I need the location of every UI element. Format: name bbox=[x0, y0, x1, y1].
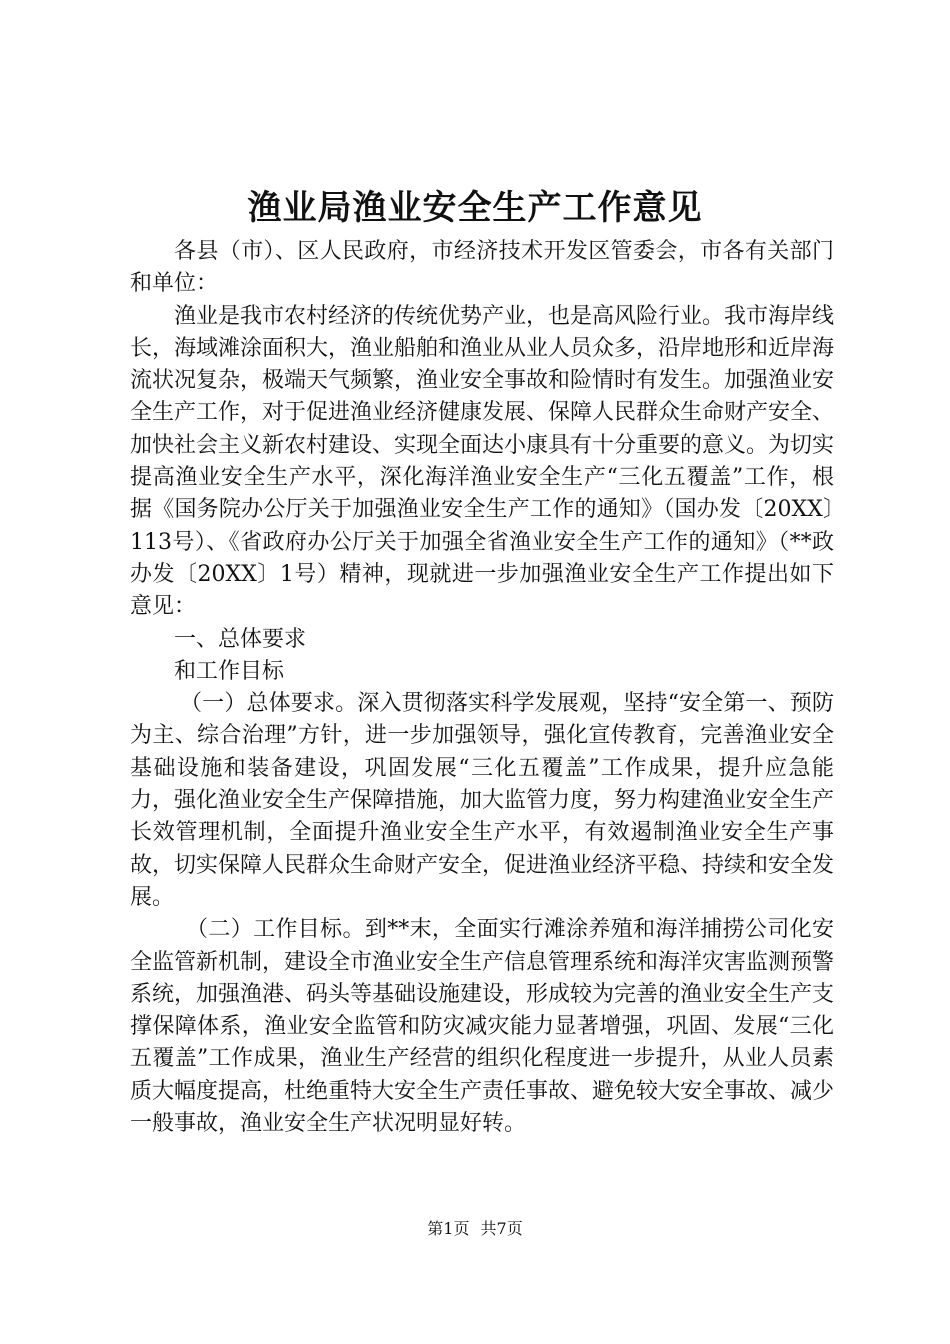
section-heading: 一、总体要求 bbox=[174, 626, 307, 652]
page-number-total: 共7页 bbox=[480, 1219, 523, 1238]
section-heading-continued: 和工作目标 bbox=[174, 658, 285, 684]
work-objectives-paragraph: （二）工作目标。到**末，全面实行滩涂养殖和海洋捕捞公司化安全监管新机制，建设全市渔业安全生产信息管理系统和海洋灾害监测预警系统，加强渔港、码头等基础设施建设，形成较为完善的渔业安全生产支撑保障体系，渔业安全监管和防灾减灾能力显著增强，巩固、发展“三化五覆盖”工作成果，渔业生产经营的组织化程度进一步提升，从业人员素质大幅度提高，杜绝重特大安全生产责任事故、避免较大安全事故、减少一般事故，渔业安全生产状况明显好转。 bbox=[130, 917, 835, 1137]
intro-paragraph: 渔业是我市农村经济的传统优势产业，也是高风险行业。我市海岸线长，海域滩涂面积大，渔业船舶和渔业从业人员众多，沿岸地形和近岸海流状况复杂，极端天气频繁，渔业安全事故和险情时有发生。加强渔业安全生产工作，对于促进渔业经济健康发展、保障人民群众生命财产安全、加快社会主义新农村建设、实现全面达小康具有十分重要的意义。为切实提高渔业安全生产水平，深化海洋渔业安全生产“三化五覆盖”工作，根据《国务院办公厅关于加强渔业安全生产工作的通知》（国办发〔20XX〕113号）、《省政府办公厅关于加强全省渔业安全生产工作的通知》（**政办发〔20XX〕1号）精神，现就进一步加强渔业安全生产工作提出如下意见： bbox=[130, 303, 835, 620]
page-footer bbox=[0, 1218, 950, 1240]
general-requirements-paragraph: （一）总体要求。深入贯彻落实科学发展观，坚持“安全第一、预防为主、综合治理”方针，进一步加强领导，强化宣传教育，完善渔业安全基础设施和装备建设，巩固发展“三化五覆盖”工作成果，提升应急能力，强化渔业安全生产保障措施，加大监管力度，努力构建渔业安全生产长效管理机制，全面提升渔业安全生产水平，有效遏制渔业安全生产事故，切实保障人民群众生命财产安全，促进渔业经济平稳、持续和安全发展。 bbox=[130, 691, 835, 910]
document-body bbox=[130, 236, 834, 1140]
salutation-paragraph: 各县（市）、区人民政府，市经济技术开发区管委会，市各有关部门和单位： bbox=[130, 239, 834, 297]
page-number-current: 第1页 bbox=[427, 1219, 470, 1238]
document-title: 渔业局渔业安全生产工作意见 bbox=[247, 188, 703, 228]
